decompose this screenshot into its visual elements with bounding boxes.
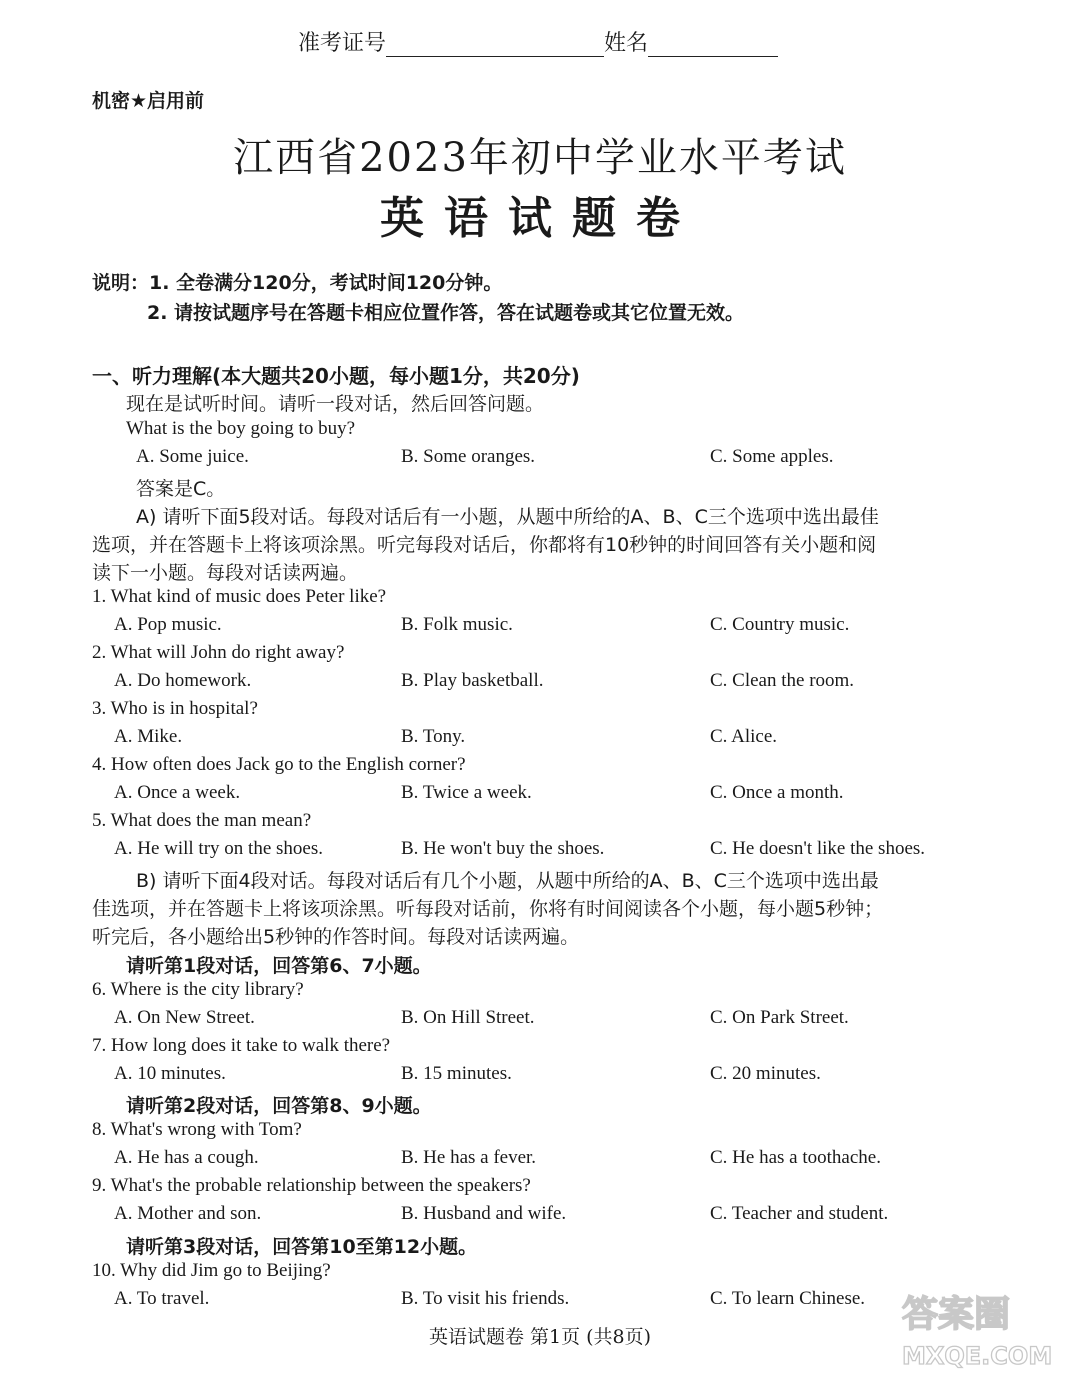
watermark-graphic (888, 1284, 1058, 1374)
question-7: 7. How long does it take to walk there? (92, 1035, 391, 1056)
instruction-line-1: 说明：1. 全卷满分120分，考试时间120分钟。 (92, 272, 503, 294)
sample-option-b: B. Some oranges. (401, 446, 536, 467)
option-2c: C. Clean the room. (710, 670, 855, 691)
name-blank[interactable] (648, 34, 778, 57)
option-10c: C. To learn Chinese. (710, 1288, 866, 1309)
sample-option-c: C. Some apples. (710, 446, 834, 467)
sample-option-a: A. Some juice. (136, 446, 249, 467)
question-6: 6. Where is the city library? (92, 979, 304, 1000)
option-7c: C. 20 minutes. (710, 1063, 821, 1084)
confidential-mark: 机密★启用前 (92, 90, 205, 112)
watermark-logo (888, 1284, 1058, 1374)
part-b-instruction-line-3: 听完后，各小题给出5秒钟的作答时间。每段对话读两遍。 (92, 926, 580, 948)
option-3b: B. Tony. (401, 726, 466, 747)
option-10a: A. To travel. (114, 1288, 210, 1309)
section-heading: 一、听力理解(本大题共20小题，每小题1分，共20分) (92, 364, 580, 388)
option-3a: A. Mike. (114, 726, 183, 747)
part-b-instruction-line-1: B) 请听下面4段对话。每段对话后有几个小题，从题中所给的A、B、C三个选项中选出最 (136, 870, 879, 892)
option-6a: A. On New Street. (114, 1007, 255, 1028)
admission-number-label: 准考证号 (298, 31, 387, 56)
question-9: 9. What's the probable relationship between the speakers? (92, 1175, 531, 1196)
part-a-instruction-line-3: 读下一小题。每段对话读两遍。 (92, 562, 359, 584)
admission-number-blank[interactable] (386, 34, 604, 57)
part-b-instruction-line-2: 佳选项，并在答题卡上将该项涂黑。听每段对话前，你将有时间阅读各个小题，每小题5秒钟； (92, 898, 884, 920)
question-8: 8. What's wrong with Tom? (92, 1119, 302, 1140)
name-label: 姓名 (604, 31, 649, 56)
question-10: 10. Why did Jim go to Beijing? (92, 1260, 331, 1281)
question-4: 4. How often does Jack go to the English corner? (92, 754, 466, 775)
question-5: 5. What does the man mean? (92, 810, 312, 831)
option-2b: B. Play basketball. (401, 670, 544, 691)
svg-text:答案圈: 答案圈 (902, 1294, 1011, 1335)
option-5a: A. He will try on the shoes. (114, 838, 323, 859)
page-footer: 英语试题卷 第1页 (共8页) (428, 1326, 652, 1348)
sample-question: What is the boy going to buy? (126, 418, 356, 439)
option-6b: B. On Hill Street. (401, 1007, 535, 1028)
dialogue-1-heading: 请听第1段对话，回答第6、7小题。 (126, 955, 432, 977)
exam-header (298, 26, 778, 57)
option-5c: C. He doesn't like the shoes. (710, 838, 926, 859)
option-8a: A. He has a cough. (114, 1147, 259, 1168)
option-8c: C. He has a toothache. (710, 1147, 881, 1168)
question-2: 2. What will John do right away? (92, 642, 345, 663)
option-4b: B. Twice a week. (401, 782, 532, 803)
question-3: 3. Who is in hospital? (92, 698, 258, 719)
option-7a: A. 10 minutes. (114, 1063, 226, 1084)
question-1: 1. What kind of music does Peter like? (92, 586, 387, 607)
option-1a: A. Pop music. (114, 614, 222, 635)
svg-text:MXQE.COM: MXQE.COM (902, 1342, 1053, 1370)
option-1c: C. Country music. (710, 614, 850, 635)
dialogue-3-heading: 请听第3段对话，回答第10至第12小题。 (126, 1236, 478, 1258)
option-6c: C. On Park Street. (710, 1007, 849, 1028)
instruction-line-2: 2. 请按试题序号在答题卡相应位置作答，答在试题卷或其它位置无效。 (147, 302, 745, 324)
option-4a: A. Once a week. (114, 782, 241, 803)
part-a-instruction-line-2: 选项，并在答题卡上将该项涂黑。听完每段对话后，你都将有10秒钟的时间回答有关小题和阅 (92, 534, 877, 556)
option-4c: C. Once a month. (710, 782, 844, 803)
exam-title: 江西省2023年初中学业水平考试 (233, 135, 847, 181)
option-3c: C. Alice. (710, 726, 778, 747)
option-10b: B. To visit his friends. (401, 1288, 570, 1309)
option-2a: A. Do homework. (114, 670, 252, 691)
option-8b: B. He has a fever. (401, 1147, 537, 1168)
option-9a: A. Mother and son. (114, 1203, 262, 1224)
dialogue-2-heading: 请听第2段对话，回答第8、9小题。 (126, 1095, 432, 1117)
option-7b: B. 15 minutes. (401, 1063, 512, 1084)
sample-intro: 现在是试听时间。请听一段对话，然后回答问题。 (126, 393, 545, 415)
option-1b: B. Folk music. (401, 614, 513, 635)
option-9c: C. Teacher and student. (710, 1203, 889, 1224)
option-9b: B. Husband and wife. (401, 1203, 567, 1224)
paper-title: 英语试题卷 (380, 193, 700, 244)
option-5b: B. He won't buy the shoes. (401, 838, 605, 859)
part-a-instruction-line-1: A) 请听下面5段对话。每段对话后有一小题，从题中所给的A、B、C三个选项中选出最佳 (136, 506, 879, 528)
sample-answer: 答案是C。 (136, 478, 226, 500)
